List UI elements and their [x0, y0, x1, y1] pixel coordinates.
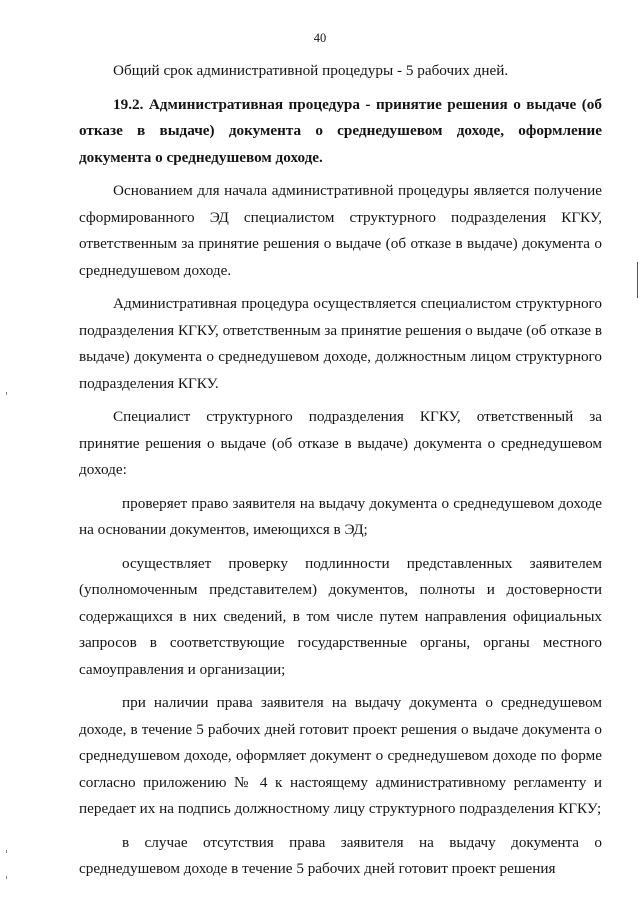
paragraph-specialist-duties: Специалист структурного подразделения КГКУ, ответственный за принятие решения о выдаче (об отказе в выдаче) документа о среднедушевом доходе:: [79, 408, 602, 478]
paragraph-performer: Административная процедура осуществляется специалистом структурного подразделения КГКУ, ответственным за принятие решения о выдаче (об отказе в выдаче) документа о среднедушевом доходе, должностным лицом структурного подразделения КГКУ.: [79, 295, 602, 392]
list-item-prepare-decision: при наличии права заявителя на выдачу документа о среднедушевом доходе, в течение 5 рабочих дней готовит проект решения о выдаче документа о среднедушевом доходе, оформляет документ о среднедушевом доходе по форме согласно приложению № 4 к настоящему административному регламенту и передает их на подпись должностному лицу структурного подразделения КГКУ;: [79, 694, 602, 817]
list-item-verify-documents: осуществляет проверку подлинности представленных заявителем (уполномоченным представителем) документов, полноты и достоверности содержащихся в них сведений, в том числе путем направления официальных запросов в соответствующие государственные органы, органы местного самоуправления и организации;: [79, 554, 602, 678]
document-body: [79, 58, 602, 890]
scan-edge-dot: [6, 392, 7, 395]
scan-edge-dot: [6, 850, 7, 853]
paragraph-grounds: Основанием для начала административной процедуры является получение сформированного ЭД специалистом структурного подразделения КГКУ, ответственным за принятие решения о выдаче (об отказе в выдаче) документа о среднедушевом доходе.: [79, 182, 602, 279]
paragraph-procedure-duration: Общий срок административной процедуры - 5 рабочих дней.: [113, 62, 509, 79]
section-heading-19-2: 19.2. Административная процедура - принятие решения о выдаче (об отказе в выдаче) документа о среднедушевом доходе, оформление документа о среднедушевом доходе.: [79, 95, 602, 166]
scan-edge-dot: [6, 876, 7, 879]
list-item-check-right: проверяет право заявителя на выдачу документа о среднедушевом доходе на основании документов, имеющихся в ЭД;: [79, 494, 602, 538]
list-item-refusal: в случае отсутствия права заявителя на выдачу документа о среднедушевом доходе в течение 5 рабочих дней готовит проект решения: [79, 833, 602, 877]
scan-edge-mark: [637, 262, 638, 298]
page-number: 40: [313, 31, 327, 45]
